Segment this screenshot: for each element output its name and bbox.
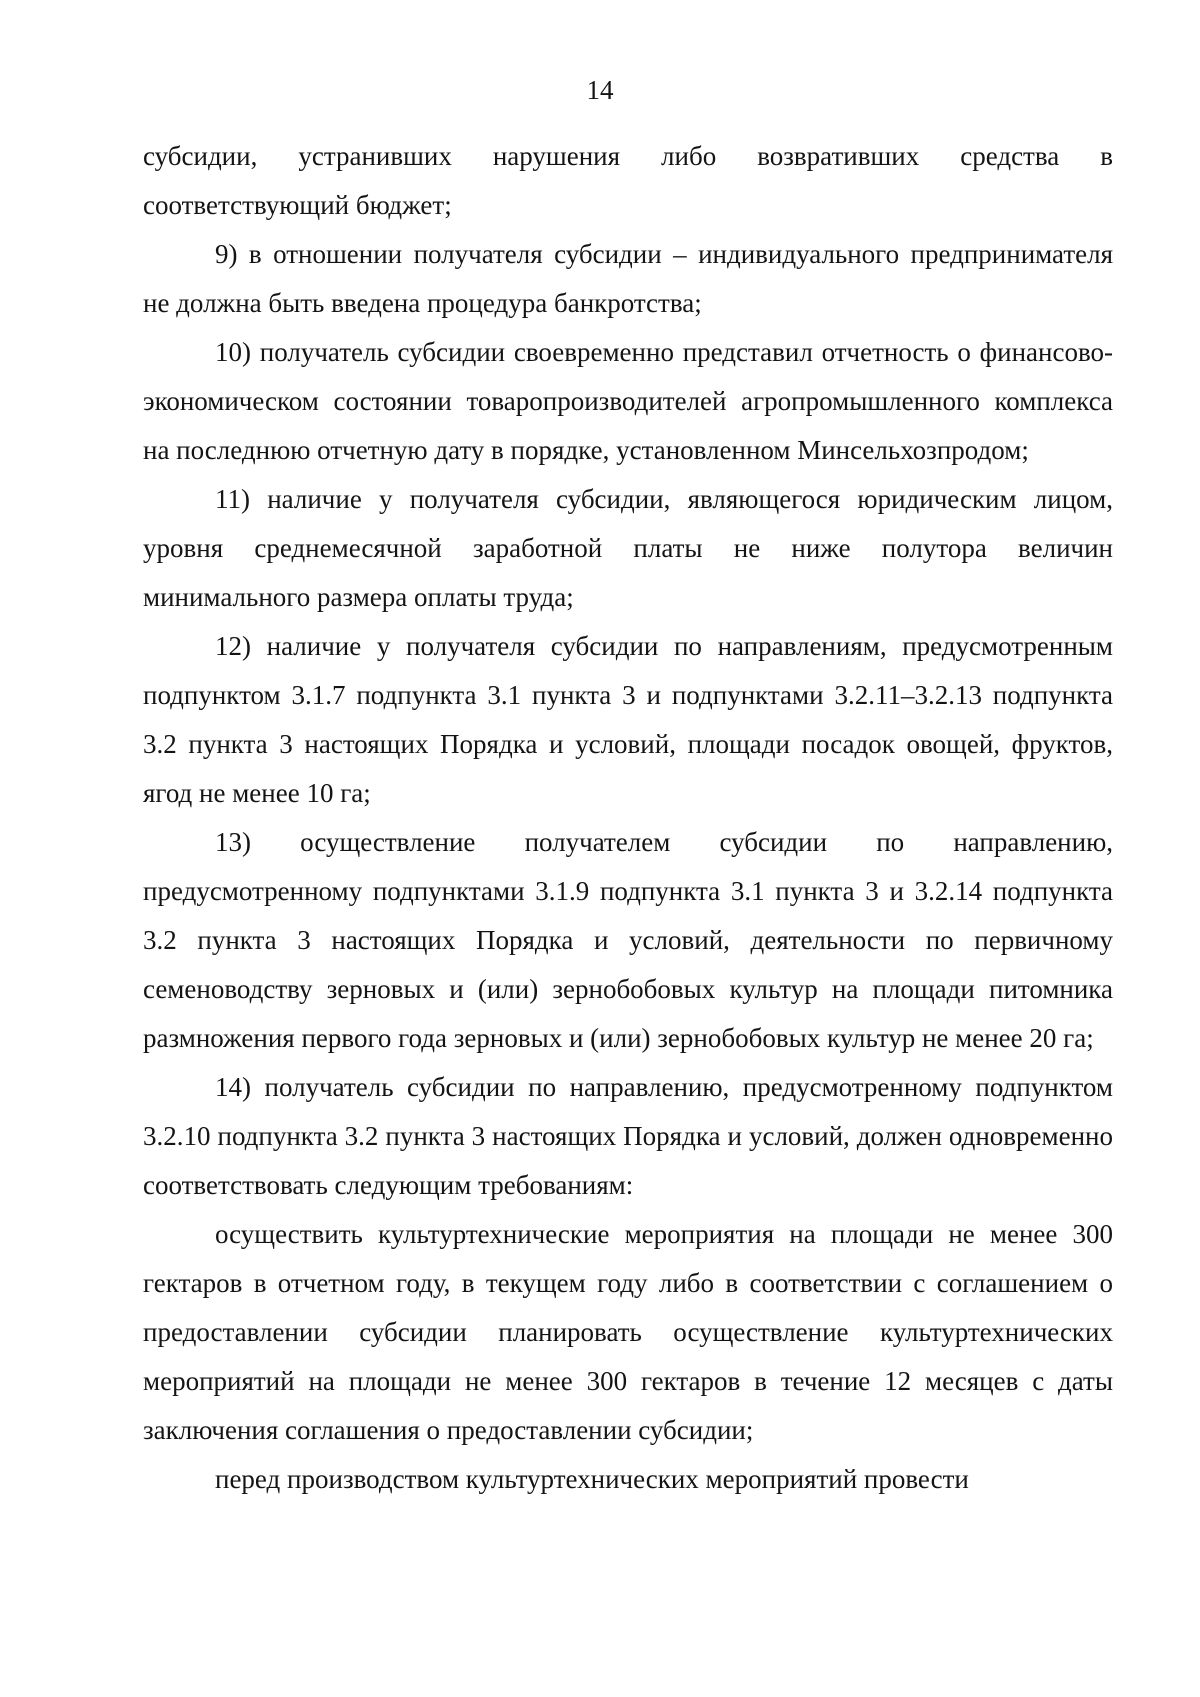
- paragraph-item-9: 9) в отношении получателя субсидии – индивидуального предпринимателя не должна быть введена процедура банкротства;: [143, 239, 1113, 318]
- paragraph-item-12: 12) наличие у получателя субсидии по направлениям, предусмотренным подпунктом 3.1.7 подпункта 3.1 пункта 3 и подпунктами 3.2.11–3.2.13 подпункта 3.2 пункта 3 настоящих Порядка и условий, площади посадок овощей, фруктов, ягод не менее 10 га;: [143, 631, 1113, 808]
- paragraph-item-14: 14) получатель субсидии по направлению, предусмотренному подпунктом 3.2.10 подпункта 3.2 пункта 3 настоящих Порядка и условий, должен одновременно соответствовать следующим требованиям:: [143, 1072, 1113, 1200]
- paragraph-item-13: 13) осуществление получателем субсидии по направлению, предусмотренному подпунктами 3.1.9 подпункта 3.1 пункта 3 и 3.2.14 подпункта 3.2 пункта 3 настоящих Порядка и условий, деятельности по первичному семеноводству зерновых и (или) зернобобовых культур на площади питомника размножения первого года зерновых и (или) зернобобовых культур не менее 20 га;: [143, 827, 1113, 1053]
- document-body: [143, 132, 1113, 1504]
- page-number: 14: [586, 75, 614, 105]
- paragraph-requirement-1: осуществить культуртехнические мероприятия на площади не менее 300 гектаров в отчетном году, в текущем году либо в соответствии с соглашением о предоставлении субсидии планировать осуществление культуртехнических мероприятий на площади не менее 300 гектаров в течение 12 месяцев с даты заключения соглашения о предоставлении субсидии;: [143, 1219, 1113, 1445]
- paragraph-requirement-2: перед производством культуртехнических мероприятий провести: [215, 1464, 969, 1494]
- paragraph-item-10: 10) получатель субсидии своевременно представил отчетность о финансово-экономическом состоянии товаропроизводителей агропромышленного комплекса на последнюю отчетную дату в порядке, установленном Минсельхозпродом;: [143, 337, 1113, 465]
- paragraph-item-11: 11) наличие у получателя субсидии, являющегося юридическим лицом, уровня среднемесячной заработной платы не ниже полутора величин минимального размера оплаты труда;: [143, 484, 1113, 612]
- paragraph-continuation: субсидии, устранивших нарушения либо возвративших средства в соответствующий бюджет;: [143, 141, 1113, 220]
